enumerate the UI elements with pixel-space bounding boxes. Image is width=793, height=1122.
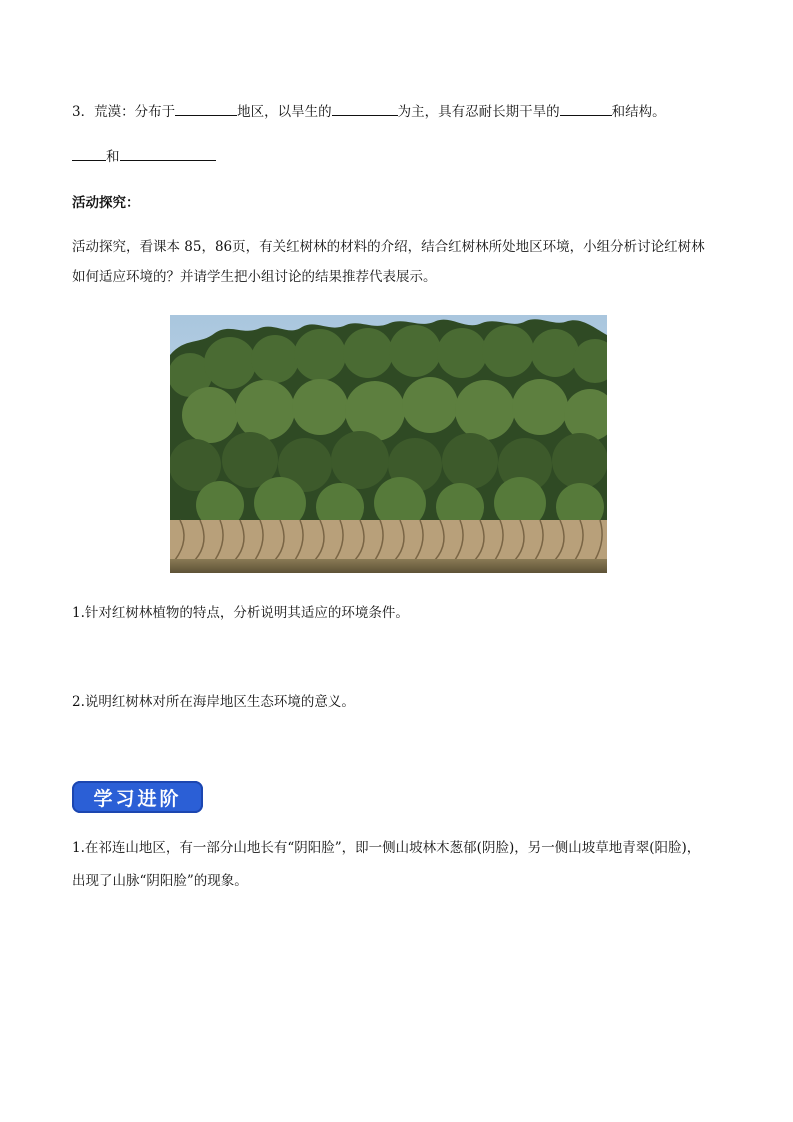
blank-3[interactable]	[560, 101, 612, 116]
activity-paragraph-line-2: 如何适应环境的？并请学生把小组讨论的结果推荐代表展示。	[72, 269, 437, 285]
question-3	[72, 101, 666, 122]
advance-question-line-1: 1.在祁连山地区，有一部分山地长有“阴阳脸”，即一侧山坡林木葱郁(阴脸)，另一侧山坡草地青翠(阳脸)，	[72, 840, 701, 856]
question-3-continued	[72, 146, 216, 167]
section-badge	[72, 781, 203, 813]
q3-part4: 和结构。	[611, 104, 666, 120]
blank-1[interactable]	[175, 101, 237, 116]
question-1: 1.针对红树林植物的特点，分析说明其适应的环境条件。	[72, 605, 409, 621]
question-2: 2.说明红树林对所在海岸地区生态环境的意义。	[72, 694, 355, 710]
section-badge-label: 学习进阶	[93, 787, 182, 810]
q3-part3: 为主，具有忍耐长期干旱的	[397, 104, 560, 120]
q3-part2: 地区，以旱生的	[237, 104, 332, 120]
blank-4[interactable]	[72, 146, 106, 161]
advance-question-line-2: 出现了山脉“阴阳脸”的现象。	[72, 873, 248, 889]
blank-5[interactable]	[120, 146, 216, 161]
mangrove-photo	[170, 315, 607, 573]
blank-2[interactable]	[332, 101, 398, 116]
q3-prefix: 3．荒漠：分布于	[72, 104, 176, 120]
q3-and: 和	[106, 149, 120, 165]
activity-heading: 活动探究：	[72, 195, 140, 211]
activity-paragraph-line-1: 活动探究，看课本 85，86页，有关红树林的材料的介绍，结合红树林所处地区环境，小组分析讨论红树林	[72, 239, 705, 255]
